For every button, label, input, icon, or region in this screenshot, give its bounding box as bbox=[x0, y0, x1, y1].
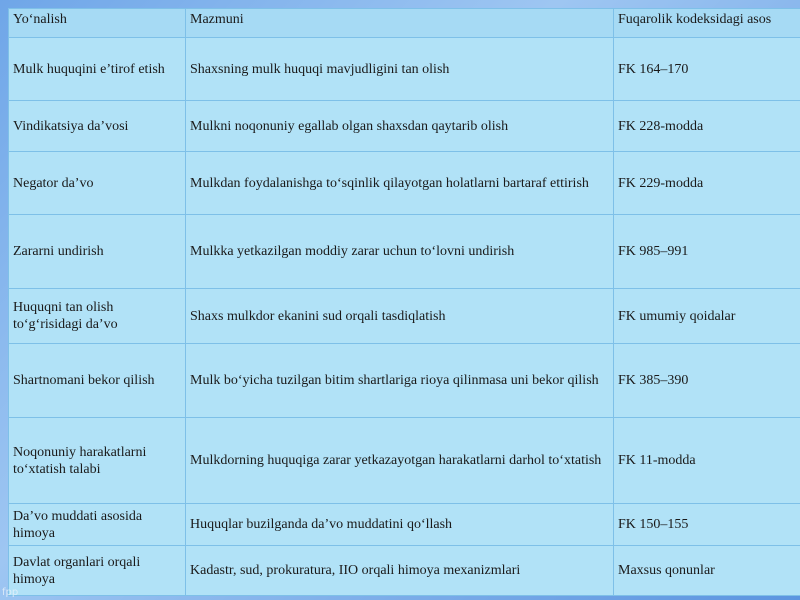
cell-basis: Maxsus qonunlar bbox=[614, 546, 800, 596]
cell-direction: Davlat organlari orqali himoya bbox=[9, 546, 186, 596]
cell-content: Mulkni noqonuniy egallab olgan shaxsdan qaytarib olish bbox=[186, 101, 614, 152]
cell-content: Shaxs mulkdor ekanini sud orqali tasdiqlatish bbox=[186, 289, 614, 344]
cell-basis: FK 150–155 bbox=[614, 504, 800, 546]
table-row bbox=[9, 101, 800, 152]
header-direction: Yo‘nalish bbox=[9, 9, 186, 38]
header-civil-code-basis: Fuqarolik kodeksidagi asos bbox=[614, 9, 800, 38]
cell-direction: Shartnomani bekor qilish bbox=[9, 344, 186, 418]
cell-basis: FK 11-modda bbox=[614, 418, 800, 504]
cell-content: Mulkdorning huquqiga zarar yetkazayotgan harakatlarni darhol to‘xtatish bbox=[186, 418, 614, 504]
cell-direction: Da’vo muddati asosida himoya bbox=[9, 504, 186, 546]
cell-content: Huquqlar buzilganda da’vo muddatini qo‘llash bbox=[186, 504, 614, 546]
cell-content: Mulkka yetkazilgan moddiy zarar uchun to‘lovni undirish bbox=[186, 215, 614, 289]
cell-content: Kadastr, sud, prokuratura, IIO orqali himoya mexanizmlari bbox=[186, 546, 614, 596]
header-content: Mazmuni bbox=[186, 9, 614, 38]
cell-basis: FK 985–991 bbox=[614, 215, 800, 289]
cell-content: Mulkdan foydalanishga to‘sqinlik qilayotgan holatlarni bartaraf ettirish bbox=[186, 152, 614, 215]
protection-methods-table bbox=[8, 8, 800, 596]
cell-basis: FK umumiy qoidalar bbox=[614, 289, 800, 344]
table-row bbox=[9, 418, 800, 504]
watermark-logo: fpp bbox=[2, 587, 19, 598]
table-header-row bbox=[9, 9, 800, 38]
content-table-wrapper bbox=[8, 8, 800, 598]
table-row bbox=[9, 546, 800, 596]
cell-direction: Vindikatsiya da’vosi bbox=[9, 101, 186, 152]
cell-direction: Mulk huquqini e’tirof etish bbox=[9, 38, 186, 101]
table-row bbox=[9, 344, 800, 418]
table-row bbox=[9, 152, 800, 215]
cell-direction: Huquqni tan olish to‘g‘risidagi da’vo bbox=[9, 289, 186, 344]
cell-content: Mulk bo‘yicha tuzilgan bitim shartlariga rioya qilinmasa uni bekor qilish bbox=[186, 344, 614, 418]
cell-direction: Noqonuniy harakatlarni to‘xtatish talabi bbox=[9, 418, 186, 504]
table-row bbox=[9, 289, 800, 344]
cell-basis: FK 385–390 bbox=[614, 344, 800, 418]
cell-direction: Negator da’vo bbox=[9, 152, 186, 215]
cell-content: Shaxsning mulk huquqi mavjudligini tan olish bbox=[186, 38, 614, 101]
cell-basis: FK 164–170 bbox=[614, 38, 800, 101]
table-row bbox=[9, 38, 800, 101]
cell-basis: FK 229-modda bbox=[614, 152, 800, 215]
cell-basis: FK 228-modda bbox=[614, 101, 800, 152]
cell-direction: Zararni undirish bbox=[9, 215, 186, 289]
table-row bbox=[9, 504, 800, 546]
table-row bbox=[9, 215, 800, 289]
